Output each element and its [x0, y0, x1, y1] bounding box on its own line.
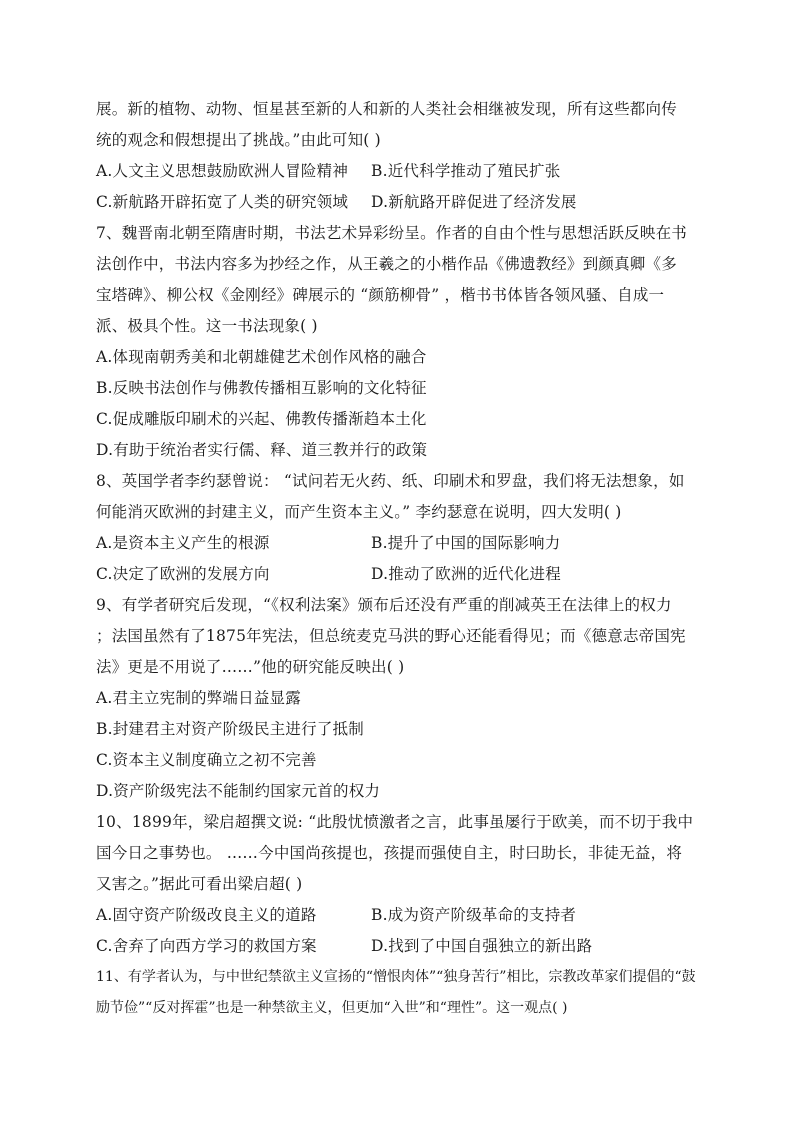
q7-option-a: A.体现南朝秀美和北朝雄健艺术创作风格的融合 [96, 348, 427, 366]
q7-stem-line-3: 宝塔碑》、柳公权《金刚经》碑展示的 “颜筋柳骨” ，楷书书体皆各领风骚、自成一 [96, 286, 665, 304]
q11-stem-line-2: 励节俭”“反对挥霍”也是一种禁欲主义，但更加“入世”和“理性”。这一观点( ) [96, 1000, 568, 1016]
q10-option-d: D.找到了中国自强独立的新出路 [371, 937, 593, 955]
q9-option-b: B.封建君主对资产阶级民主进行了抵制 [96, 720, 364, 738]
q6-option-d: D.新航路开辟促进了经济发展 [371, 193, 577, 211]
q8-option-b: B.提升了中国的国际影响力 [371, 534, 561, 552]
q6-stem-line-2: 统的观念和假想提出了挑战。”由此可知( ) [96, 131, 381, 149]
q9-option-a: A.君主立宪制的弊端日益显露 [96, 689, 301, 707]
q7-option-d: D.有助于统治者实行儒、释、道三教并行的政策 [96, 441, 428, 459]
q7-option-c: C.促成雕版印刷术的兴起、佛教传播渐趋本土化 [96, 410, 427, 428]
q10-option-c: C.舍弃了向西方学习的救国方案 [96, 937, 317, 955]
q10-option-b: B.成为资产阶级革命的支持者 [371, 906, 577, 924]
q7-stem-line-4: 派、极具个性。这一书法现象( ) [96, 317, 318, 335]
q9-stem-line-3: 法》更是不用说了……”他的研究能反映出( ) [96, 658, 405, 676]
q10-stem-line-1: 10、1899年，梁启超撰文说: “此殷忧愤激者之言，此事虽屡行于欧美，而不切于我中 [96, 813, 694, 831]
q7-stem-line-2: 法创作中，书法内容多为抄经之作，从王羲之的小楷作品《佛遗教经》到颜真卿《多 [96, 255, 677, 273]
q10-stem-line-2: 国今日之事势也。 ……今中国尚孩提也，孩提而强使自主，时曰助长，非徒无益，将 [96, 844, 683, 862]
q6-option-c: C.新航路开辟拓宽了人类的研究领域 [96, 193, 349, 211]
q11-stem-line-1: 11、有学者认为，与中世纪禁欲主义宣扬的“憎恨肉体”“独身苦行”相比，宗教改革家们提倡的“鼓 [96, 969, 696, 985]
q9-stem-line-1: 9、有学者研究后发现，“《权利法案》颁布后还没有严重的削减英王在法律上的权力 [96, 596, 672, 614]
q8-stem-line-2: 何能消灭欧洲的封建主义，而产生资本主义。” 李约瑟意在说明，四大发明( ) [96, 503, 622, 521]
q8-option-d: D.推动了欧洲的近代化进程 [371, 565, 561, 583]
q6-option-a: A.人文主义思想鼓励欧洲人冒险精神 [96, 162, 349, 180]
q8-option-c: C.决定了欧洲的发展方向 [96, 565, 270, 583]
q10-option-a: A.固守资产阶级改良主义的道路 [96, 906, 317, 924]
q8-stem-line-1: 8、英国学者李约瑟曾说： “试问若无火药、纸、印刷术和罗盘，我们将无法想象，如 [96, 472, 685, 490]
q10-stem-line-3: 又害之。”据此可看出梁启超( ) [96, 875, 303, 893]
q6-option-b: B.近代科学推动了殖民扩张 [371, 162, 561, 180]
q9-option-d: D.资产阶级宪法不能制约国家元首的权力 [96, 782, 381, 800]
q9-stem-line-2: ；法国虽然有了1875年宪法，但总统麦克马洪的野心还能看得见；而《德意志帝国宪 [96, 627, 686, 645]
q7-stem-line-1: 7、魏晋南北朝至隋唐时期，书法艺术异彩纷呈。作者的自由个性与思想活跃反映在书 [96, 224, 687, 242]
q6-stem-line-1: 展。新的植物、动物、恒星甚至新的人和新的人类社会相继被发现，所有这些都向传 [96, 100, 677, 118]
q8-option-a: A.是资本主义产生的根源 [96, 534, 270, 552]
q9-option-c: C.资本主义制度确立之初不完善 [96, 751, 317, 769]
q7-option-b: B.反映书法创作与佛教传播相互影响的文化特征 [96, 379, 427, 397]
